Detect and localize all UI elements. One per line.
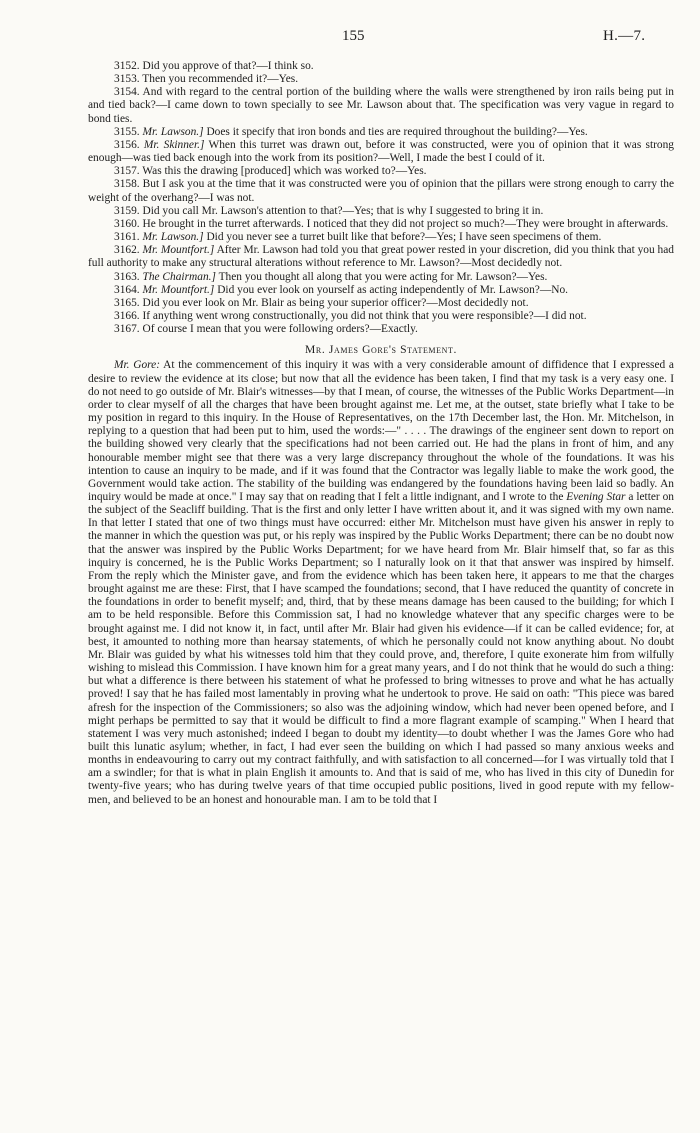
- question-3155: 3155. Mr. Lawson.] Does it specify that iron bonds and ties are required throughout the building?—Yes.: [114, 125, 588, 138]
- question-3162: 3162. Mr. Mountfort.] After Mr. Lawson had told you that great power rested in your discretion, did you think that you had full authority to make any structural alterations without reference to Mr. Lawson?—Most decidedly not.: [88, 244, 674, 270]
- question-3165: 3165. Did you ever look on Mr. Blair as being your superior officer?—Most decidedly not.: [114, 296, 529, 309]
- section-heading: Mr. James Gore's Statement.: [304, 343, 457, 357]
- speaker-name: Mr. Mountfort.]: [142, 283, 215, 296]
- statement-speaker: Mr. Gore:: [114, 359, 161, 372]
- question-3153: 3153. Then you recommended it?—Yes.: [114, 73, 299, 86]
- page-number: 155: [342, 28, 365, 44]
- document-reference: H.—7.: [603, 28, 646, 44]
- evidence-questions: [88, 60, 674, 336]
- question-3167: 3167. Of course I mean that you were following orders?—Exactly.: [114, 323, 418, 336]
- speaker-name: Mr. Lawson.]: [142, 125, 204, 138]
- question-3166: 3166. If anything went wrong constructionally, you did not think that you were responsible?—I did not.: [114, 309, 587, 322]
- page-body: [88, 60, 674, 807]
- speaker-name: Mr. Lawson.]: [142, 231, 204, 244]
- question-3158: 3158. But I ask you at the time that it was constructed were you of opinion that the pillars were strong enough to carry the weight of the overhang?—I was not.: [88, 178, 674, 204]
- question-3160: 3160. He brought in the turret afterwards. I noticed that they did not project so much?—They were brought in afterwards.: [114, 217, 669, 230]
- speaker-name: The Chairman.]: [142, 270, 216, 283]
- question-3159: 3159. Did you call Mr. Lawson's attention to that?—Yes; that is why I suggested to bring it in.: [114, 204, 544, 217]
- speaker-name: Mr. Skinner.]: [143, 138, 205, 151]
- speaker-name: Mr. Mountfort.]: [142, 244, 215, 257]
- question-3156: 3156. Mr. Skinner.] When this turret was drawn out, before it was constructed, were you of opinion that it was strong enough—was tied back enough into the work from its position?—Well, I made the best I could of it.: [88, 138, 674, 165]
- question-3154: 3154. And with regard to the central portion of the building where the walls were strengthened by iron rails being put in and tied back?—I came down to town specially to see Mr. Lawson about that. The specification was very vague in regard to bond ties.: [88, 86, 674, 125]
- question-3164: 3164. Mr. Mountfort.] Did you ever look on yourself as acting independently of Mr. Lawson?—No.: [114, 283, 569, 296]
- newspaper-title: Evening Star: [566, 491, 626, 503]
- page-header: [0, 28, 700, 50]
- question-3161: 3161. Mr. Lawson.] Did you never see a turret built like that before?—Yes; I have seen specimens of them.: [114, 231, 602, 244]
- statement-paragraph: Mr. Gore: At the commencement of this inquiry it was with a very considerable amount of diffidence that I expressed a desire to review the evidence at its close; but now that all the evidence has been taken, I find that my task is a very easy one. I do not need to go outside of Mr. Blair's witnesses—by that I mean, of course, the witnesses of the Public Works Department—in order to clear myself of all the charges that have been brought against me. Let me, at the outset, state briefly what I take to be my position in regard to this inquiry. In the House of Representatives, on the 17th December last, the Hon. Mr. Mitchelson, in replying to a question that had been put to him, used the words:—" . . . . The drawings of the engineer sent down to report on the building showed very clearly that the specifications had not been carried out. He had the plans in front of him, and any honourable member might see that there was a very large discrepancy throughout the whole of the foundations. It was his intention to cause an inquiry to be made, and if it was found that the Contractor was legally liable to make the work good, the Government would take action. The stability of the building was endangered by the foundations having been laid so badly. An inquiry would be made at once." I may say that on reading that I felt a little indignant, and I wrote to the Evening Star a letter on the subject of the Seacliff building. That is the first and only letter I have written about it, and it was signed with my own name. In that letter I stated that one of two things must have occurred: either Mr. Mitchelson must have given his answer in reply to the manner in which the question was put, or his reply was inspired by the Public Works Department; there can be no doubt now that the answer was inspired by the Public Works Department; for we have heard from Mr. Blair himself that, so far as this inquiry is concerned, he is the Public Works Department; so I naturally look on it that that answer was inspired by himself. From the reply which the Minister gave, and from the evidence which has been taken here, it appears to me that the charges brought against me are these: First, that I have scamped the foundations; second, that I have reduced the quantity of concrete in the foundations in order to benefit myself; and, third, that by these means damage has been caused to the building; for which I am to be held responsible. Before this Commission sat, I had no knowledge whatever that any specific charges were to be brought against me. I did not know it, in fact, until after Mr. Blair had given his evidence—if it can be called evidence; for, at best, it amounted to nothing more than hearsay statements, of which he personally could not know anything about. No doubt Mr. Blair was guided by what his witnesses told him that they could prove, and, therefore, I quite exonerate him from wilfully wishing to mislead this Commission. I have known him for a great many years, and I do not think that he would do such a thing: but what a difference is there between his statement of what he professed to bring witnesses to prove and what he has actually proved! I say that he has failed most lamentably in proving what he undertook to prove. He said on oath: "This piece was bared afresh for the inspection of the Commissioners; so also was the adjoining window, which had never been opened before, and I might perhaps be permitted to say that it would be difficult to find a more flagrant example of scamping." When I heard that statement I was very much astonished; indeed I began to doubt my identity—to doubt whether I was the James Gore who had built this lunatic asylum; whether, in fact, I had ever seen the building on which I had passed so many anxious weeks and months in endeavouring to carry out my contract faithfully, and with satisfaction to all concerned—for I was virtually told that I am a swindler; for that is what in plain English it amounts to. And that is said of me, who has lived in this city of Dunedin for twenty-five years; who has during twelve years of that time occupied public positions, lived in good repute with my fellow-men, and believed to be an honest and honourable man. I am to be told that I: [88, 359, 674, 806]
- question-3152: 3152. Did you approve of that?—I think so.: [114, 60, 314, 72]
- question-3157: 3157. Was this the drawing [produced] which was worked to?—Yes.: [114, 165, 427, 178]
- question-3163: 3163. The Chairman.] Then you thought all along that you were acting for Mr. Lawson?—Yes.: [114, 270, 548, 283]
